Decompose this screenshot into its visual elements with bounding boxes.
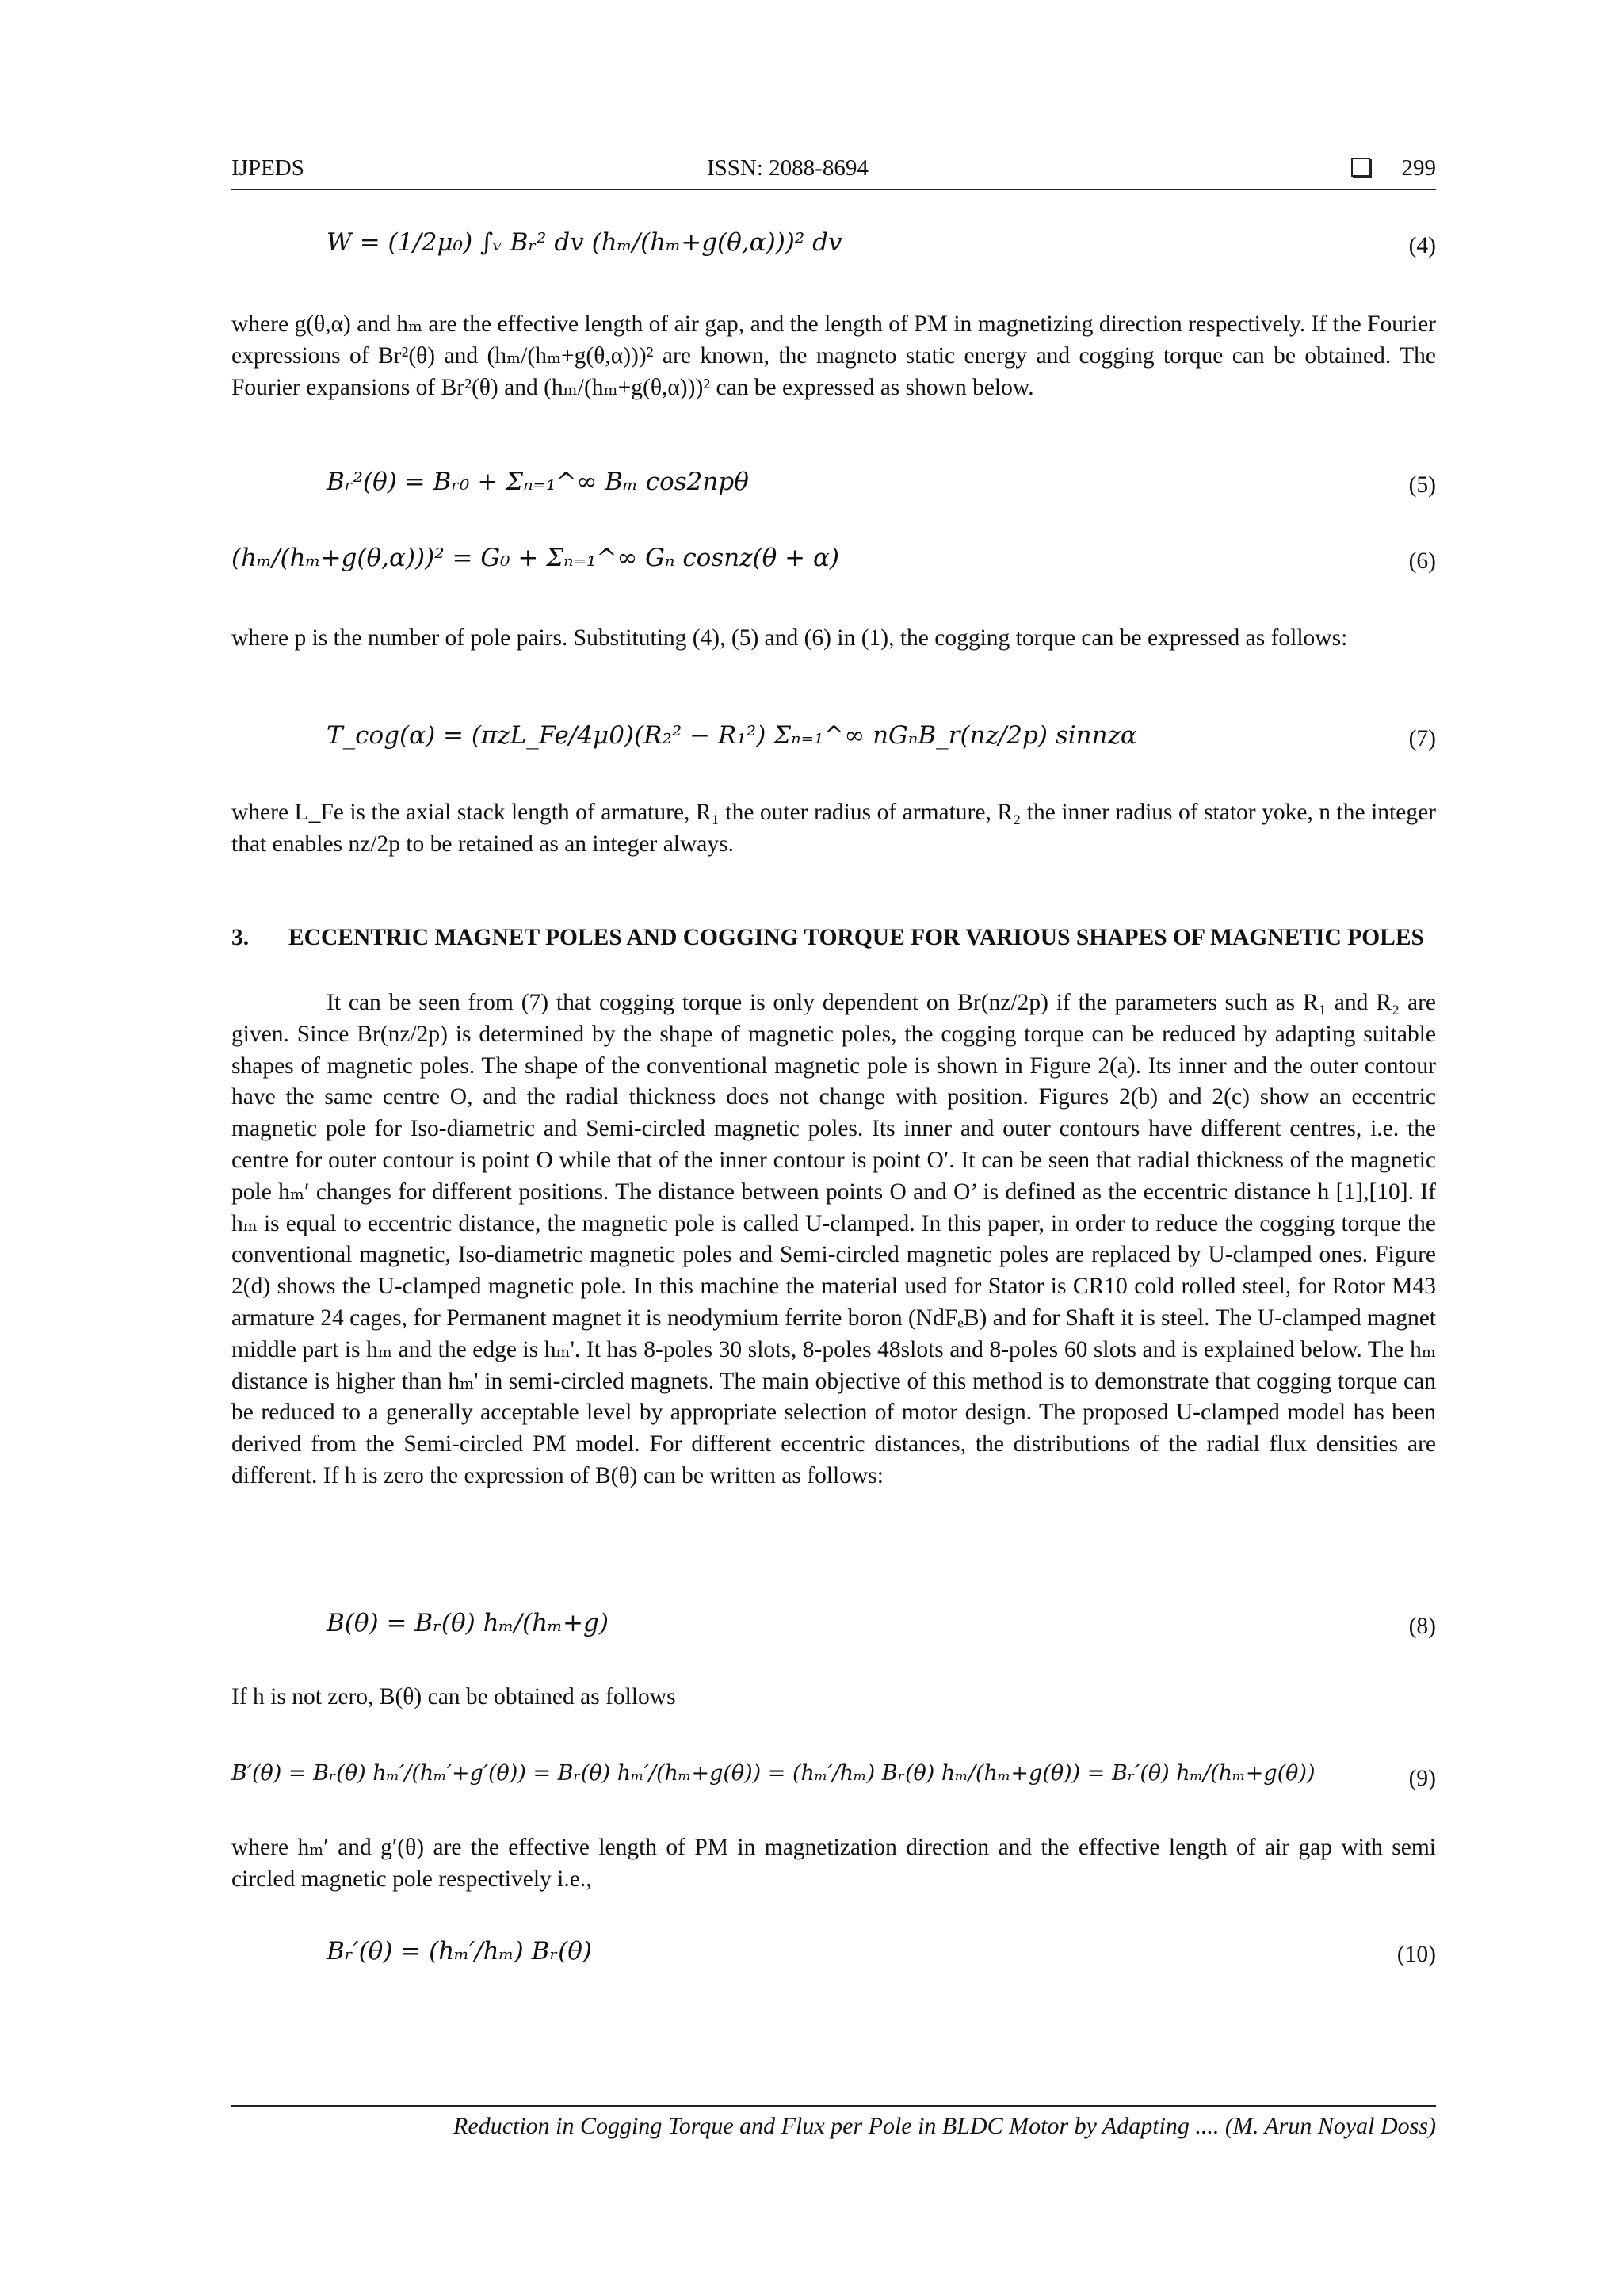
- issn: ISSN: 2088-8694: [707, 155, 869, 181]
- equation-4: [231, 228, 1436, 276]
- page-number: 299: [1401, 155, 1436, 181]
- equation-5: [231, 468, 1436, 515]
- equation-9-formula: B′(θ) = Bᵣ(θ) hₘ′/(hₘ′+g′(θ)) = Bᵣ(θ) hₘ′/(hₘ+g(θ)) = (hₘ′/hₘ) Bᵣ(θ) hₘ/(hₘ+g(θ)) = Bᵣ′(θ) hₘ/(hₘ+g(θ)): [231, 1761, 1316, 1786]
- paragraph-5: If h is not zero, B(θ) can be obtained as follows: [231, 1684, 676, 1710]
- section-title: ECCENTRIC MAGNET POLES AND COGGING TORQUE FOR VARIOUS SHAPES OF MAGNETIC POLES: [288, 925, 1424, 950]
- page: [231, 0, 1436, 2296]
- page-number-group: [1351, 155, 1437, 181]
- page-header: [231, 154, 1436, 190]
- paragraph-2: where p is the number of pole pairs. Substituting (4), (5) and (6) in (1), the cogging torque can be expressed as follows:: [231, 625, 1348, 651]
- paragraph-6: where hₘ′ and g′(θ) are the effective length of PM in magnetization direction and the effective length of air gap with semi circled magnetic pole respectively i.e.,: [231, 1835, 1436, 1892]
- equation-6-formula: (hₘ/(hₘ+g(θ,α)))² = G₀ + Σₙ₌₁^∞ Gₙ cosnz(θ + α): [231, 544, 840, 572]
- paragraph-4-text: It can be seen from (7) that cogging torque is only dependent on Br(nz/2p) if the parameters such as R₁ and R₂ are given. Since Br(nz/2p) is determined by the shape of magnetic poles, the cogging torque can be reduced by adapting suitable shapes of magnetic poles. The shape of the conventional magnetic pole is shown in Figure 2(a). Its inner and the outer contour have the same centre O, and the radial thickness does not change with position. Figures 2(b) and 2(c) show an eccentric magnetic pole for Iso-diametric and Semi-circled magnetic poles. Its inner and outer contours have different centres, i.e. the centre for outer contour is point O while that of the inner contour is point O′. It can be seen that radial thickness of the magnetic pole hₘ′ changes for different positions. The distance between points O and O’ is defined as the eccentric distance h [1],[10]. If hₘ is equal to eccentric distance, the magnetic pole is called U-clamped. In this paper, in order to reduce the cogging torque the conventional magnetic, Iso-diametric magnetic poles and Semi-circled magnetic poles are replaced by U-clamped ones. Figure 2(d) shows the U-clamped magnetic pole. In this machine the material used for Stator is CR10 cold rolled steel, for Rotor M43 armature 24 cages, for Permanent magnet it is neodymium ferrite boron (NdFₑB) and for Shaft it is steel. The U-clamped magnet middle part is hₘ and the edge is hₘ'. It has 8-poles 30 slots, 8-poles 48slots and 8-poles 60 slots and is explained below. The hₘ distance is higher than hₘ' in semi-circled magnets. The main objective of this method is to demonstrate that cogging torque can be reduced to a generally acceptable level by appropriate selection of motor design. The proposed U-clamped model has been derived from the Semi-circled PM model. For different eccentric distances, the distributions of the radial flux densities are different. If h is zero the expression of B(θ) can be written as follows:: [231, 990, 1436, 1488]
- equation-7-number: (7): [1408, 726, 1436, 751]
- equation-6-number: (6): [1408, 548, 1436, 574]
- equation-9-number: (9): [1408, 1766, 1436, 1791]
- paragraph-3: where L_Fe is the axial stack length of armature, R₁ the outer radius of armature, R₂ the inner radius of stator yoke, n the integer that enables nz/2p to be retained as an integer always.: [231, 800, 1436, 857]
- equation-8-formula: B(θ) = Bᵣ(θ) hₘ/(hₘ+g): [327, 1609, 609, 1637]
- equation-8-number: (8): [1408, 1614, 1436, 1639]
- checkbox-square-icon: [1351, 158, 1370, 177]
- equation-5-formula: Bᵣ²(θ) = Bᵣ₀ + Σₙ₌₁^∞ Bₘ cos2npθ: [327, 468, 749, 496]
- journal-name: IJPEDS: [231, 155, 304, 181]
- equation-4-number: (4): [1408, 233, 1436, 258]
- paragraph-4: [231, 988, 1436, 1492]
- page-footer: Reduction in Cogging Torque and Flux per Pole in BLDC Motor by Adapting .... (M. Arun Noyal Doss): [453, 2113, 1436, 2139]
- equation-10-number: (10): [1396, 1942, 1436, 1967]
- equation-10-formula: Bᵣ′(θ) = (hₘ′/hₘ) Bᵣ(θ): [327, 1937, 592, 1966]
- equation-7: [231, 721, 1436, 769]
- section-number: 3.: [231, 925, 250, 950]
- equation-4-formula: W = (1/2μ₀) ∫ᵥ Bᵣ² dv (hₘ/(hₘ+g(θ,α)))² dv: [327, 228, 842, 257]
- footer-rule: [231, 2105, 1436, 2107]
- paragraph-1: where g(θ,α) and hₘ are the effective length of air gap, and the length of PM in magnetizing direction respectively. If the Fourier expressions of Br²(θ) and (hₘ/(hₘ+g(θ,α)))² are known, the magneto static energy and cogging torque can be obtained. The Fourier expansions of Br²(θ) and (hₘ/(hₘ+g(θ,α)))² can be expressed as shown below.: [231, 311, 1436, 400]
- equation-9: [231, 1761, 1436, 1809]
- equation-7-formula: T_cog(α) = (πzL_Fe/4μ0)(R₂² − R₁²) Σₙ₌₁^∞ nGₙB_r(nz/2p) sinnzα: [327, 721, 1137, 750]
- equation-6: [231, 544, 1436, 591]
- equation-5-number: (5): [1408, 472, 1436, 498]
- equation-8: [231, 1609, 1436, 1656]
- equation-10: [231, 1937, 1436, 1985]
